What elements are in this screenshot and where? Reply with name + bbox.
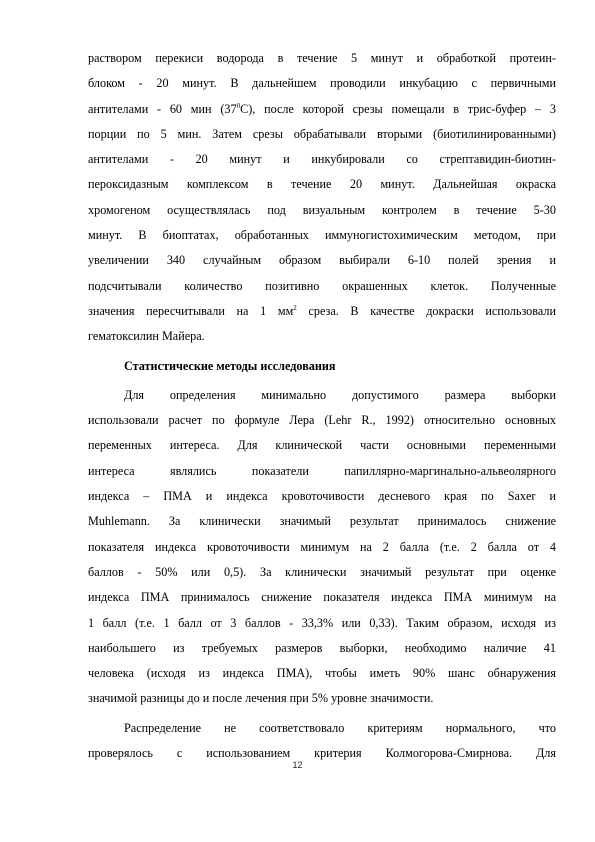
text-line: антителами - 20 минут и инкубировали со стрептавидин-биотин- (88, 152, 556, 167)
page-body (88, 46, 556, 766)
paragraph-immunohistochemistry (88, 46, 556, 350)
text-line: Для определения минимально допустимого размера выборки (124, 387, 556, 402)
text-fragment: среза. В качестве докраски использовали (296, 303, 556, 318)
text-fragment: С), после которой срезы помещали в трис-буфер – 3 (240, 101, 556, 116)
text-line: человека (исходя из индекса ПМА), чтобы иметь 90% шанс обнаружения (88, 666, 556, 681)
text-line: наибольшего из требуемых размеров выборки, необходимо наличие 41 (88, 640, 556, 655)
text-line: минут. В биоптатах, обработанных иммуногистохимическим методом, при (88, 228, 556, 243)
text-line: интереса являлись показатели папиллярно-маргинально-альвеолярного (88, 463, 556, 478)
text-line: использовали расчет по формуле Лера (Lehr R., 1992) относительно основных (88, 413, 556, 428)
superscript: 0 (236, 101, 241, 110)
text-line: пероксидазным комплексом в течение 20 минут. Дальнейшая окраска (88, 177, 556, 192)
text-line (88, 299, 556, 324)
text-line: значимой разницы до и после лечения при 5% уровне значимости. (88, 691, 434, 706)
text-line: блоком - 20 минут. В дальнейшем проводили инкубацию с первичными (88, 76, 556, 91)
text-line: индекса – ПМА и индекса кровоточивости десневого края по Saxer и (88, 489, 556, 504)
text-line (88, 97, 556, 122)
text-line: порции по 5 мин. Затем срезы обрабатывали вторыми (биотилинированными) (88, 126, 556, 141)
paragraph-distribution (88, 716, 556, 767)
text-line: увеличении 340 случайным образом выбирали 6-10 полей зрения и (88, 253, 556, 268)
text-fragment: антителами - 60 мин (37 (88, 101, 237, 116)
text-line: Распределение не соответствовало критериям нормального, что (124, 720, 556, 735)
text-line: индекса ПМА принималось снижение показателя индекса ПМА минимум на (88, 590, 556, 605)
page-number: 12 (292, 760, 303, 770)
text-line: раствором перекиси водорода в течение 5 минут и обработкой протеин- (88, 51, 556, 65)
text-line: подсчитывали количество позитивно окрашенных клеток. Полученные (88, 278, 556, 293)
text-line: переменных интереса. Для клинической части основными переменными (88, 438, 556, 453)
text-line: гематоксилин Майера. (88, 329, 205, 344)
text-line: показателя индекса кровоточивости минимум на 2 балла (т.е. 2 балла от 4 (88, 539, 556, 554)
text-fragment: значения пересчитывали на 1 мм (88, 303, 294, 318)
section-heading: Статистические методы исследования (124, 358, 336, 373)
text-line: проверялось с использованием критерия Колмогорова-Смирнова. Для (88, 746, 556, 761)
text-line: 1 балл (т.е. 1 балл от 3 баллов - 33,3% или 0,33). Таким образом, исходя из (88, 615, 556, 630)
superscript: 2 (293, 303, 297, 312)
text-line: хромогеном осуществлялась под визуальным контролем в течение 5-30 (88, 202, 556, 217)
paragraph-sample-size (88, 383, 556, 712)
text-line: баллов - 50% или 0,5). За клинически значимый результат при оценке (88, 564, 556, 579)
text-line: Muhlemann. За клинически значимый результат принималось снижение (88, 514, 556, 529)
